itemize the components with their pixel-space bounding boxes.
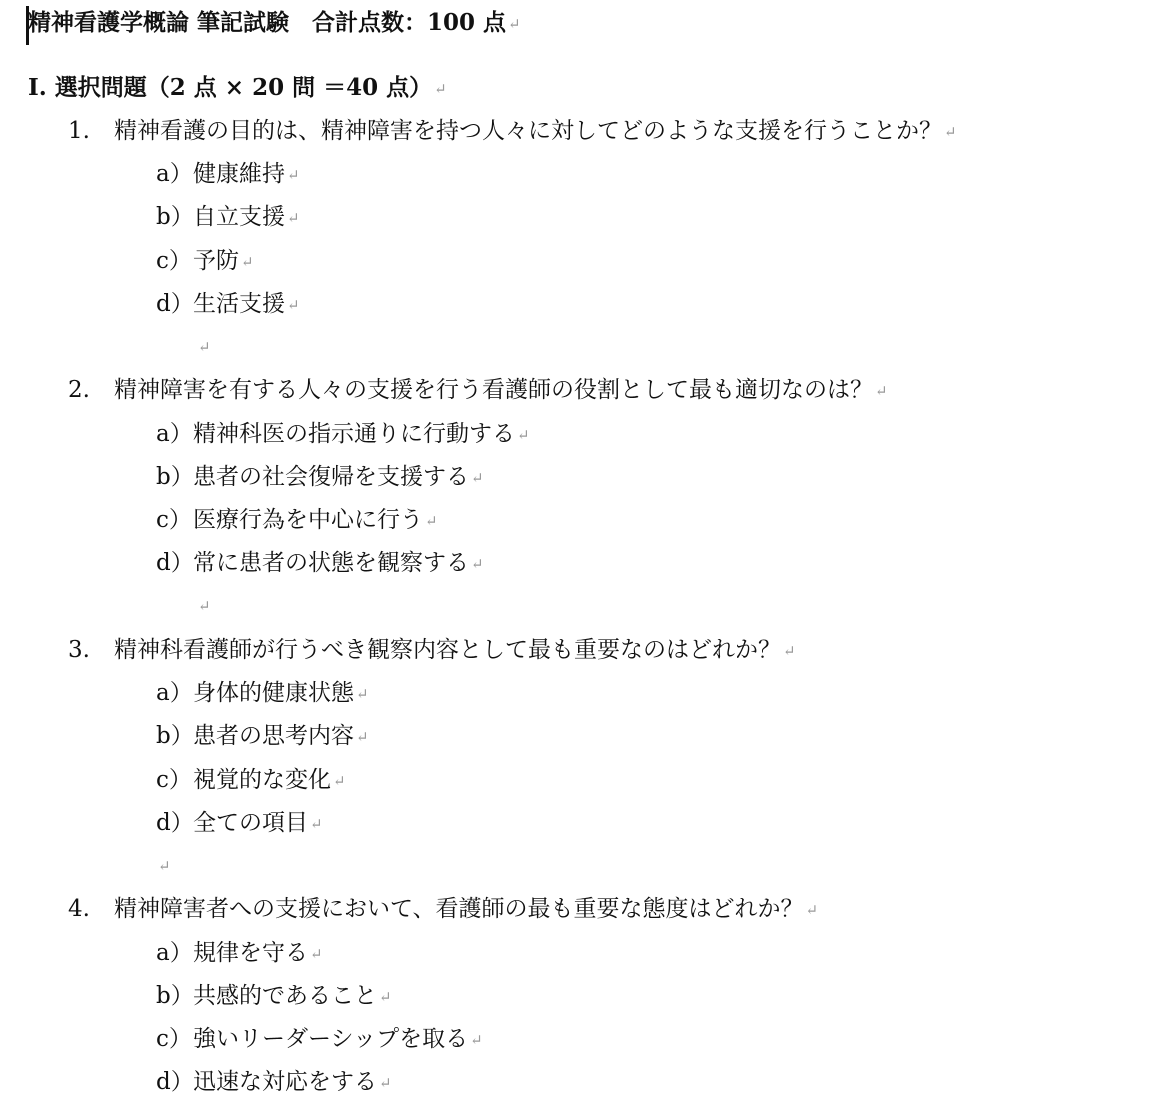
paragraph-mark: ↵ <box>379 988 392 1006</box>
option-4c[interactable] <box>156 1024 483 1054</box>
option-1a[interactable] <box>156 159 300 189</box>
exam-title-text: 精神看護学概論 筆記試験 合計点数：100 点 <box>28 9 507 36</box>
question-number: 2. <box>68 377 90 403</box>
paragraph-mark: ↵ <box>310 815 323 833</box>
paragraph-mark: ↵ <box>471 469 484 487</box>
section-heading[interactable] <box>28 73 447 103</box>
paragraph-mark: ↵ <box>379 1074 392 1092</box>
question-text: 精神障害を有する人々の支援を行う看護師の役割として最も適切なのは？ <box>114 377 873 403</box>
option-3b[interactable] <box>156 721 369 751</box>
section-heading-text: I. 選択問題（2 点 × 20 問 ＝40 点） <box>28 74 433 101</box>
option-text: 強いリーダーシップを取る <box>193 1026 469 1052</box>
question-number: 3. <box>68 637 90 663</box>
empty-paragraph[interactable] <box>196 596 211 617</box>
paragraph-mark: ↵ <box>356 728 369 746</box>
exam-title[interactable] <box>28 8 521 38</box>
paragraph-mark: ↵ <box>508 15 521 33</box>
option-label: d） <box>156 550 194 576</box>
option-2d[interactable] <box>156 548 484 578</box>
question-3[interactable] <box>68 635 796 665</box>
empty-paragraph[interactable] <box>196 337 211 358</box>
question-text: 精神看護の目的は、精神障害を持つ人々に対してどのような支援を行うことか？ <box>114 118 942 144</box>
question-4[interactable] <box>68 894 818 924</box>
paragraph-mark: ↵ <box>287 166 300 184</box>
option-2c[interactable] <box>156 505 438 535</box>
option-3c[interactable] <box>156 765 346 795</box>
option-4d[interactable] <box>156 1067 392 1097</box>
option-label: a） <box>156 680 193 706</box>
option-label: c） <box>156 1026 192 1052</box>
paragraph-mark: ↵ <box>198 338 211 356</box>
paragraph-mark: ↵ <box>287 209 300 227</box>
question-2[interactable] <box>68 375 888 405</box>
question-number: 4. <box>68 896 90 922</box>
option-text: 健康維持 <box>193 161 285 187</box>
option-text: 共感的であること <box>193 983 377 1009</box>
paragraph-mark: ↵ <box>944 123 957 141</box>
paragraph-mark: ↵ <box>470 1031 483 1049</box>
option-text: 身体的健康状態 <box>193 680 354 706</box>
option-text: 常に患者の状態を観察する <box>193 550 469 576</box>
paragraph-mark: ↵ <box>875 382 888 400</box>
paragraph-mark: ↵ <box>310 945 323 963</box>
paragraph-mark: ↵ <box>517 426 530 444</box>
option-label: a） <box>156 940 193 966</box>
paragraph-mark: ↵ <box>241 253 254 271</box>
option-label: c） <box>156 507 192 533</box>
option-label: a） <box>156 161 193 187</box>
paragraph-mark: ↵ <box>783 642 796 660</box>
option-text: 医療行為を中心に行う <box>193 507 423 533</box>
paragraph-mark: ↵ <box>287 296 300 314</box>
option-text: 患者の思考内容 <box>193 723 354 749</box>
option-text: 迅速な対応をする <box>193 1069 377 1095</box>
paragraph-mark: ↵ <box>425 512 438 530</box>
option-text: 全ての項目 <box>193 810 308 836</box>
option-label: c） <box>156 248 192 274</box>
option-4b[interactable] <box>156 981 392 1011</box>
option-label: d） <box>156 810 194 836</box>
option-text: 視覚的な変化 <box>193 767 331 793</box>
option-label: b） <box>156 723 194 749</box>
option-label: b） <box>156 204 194 230</box>
option-3d[interactable] <box>156 808 323 838</box>
option-text: 生活支援 <box>193 291 285 317</box>
empty-paragraph[interactable] <box>156 856 171 877</box>
option-4a[interactable] <box>156 938 323 968</box>
option-1d[interactable] <box>156 289 300 319</box>
option-label: b） <box>156 464 194 490</box>
paragraph-mark: ↵ <box>805 901 819 919</box>
option-2b[interactable] <box>156 462 484 492</box>
option-text: 予防 <box>193 248 239 274</box>
option-1b[interactable] <box>156 202 300 232</box>
option-1c[interactable] <box>156 246 254 276</box>
option-label: c） <box>156 767 192 793</box>
question-text: 精神障害者への支援において、看護師の最も重要な態度はどれか？ <box>114 896 804 922</box>
option-label: d） <box>156 1069 194 1095</box>
option-label: a） <box>156 421 193 447</box>
option-3a[interactable] <box>156 678 369 708</box>
option-text: 精神科医の指示通りに行動する <box>193 421 515 447</box>
paragraph-mark: ↵ <box>333 772 346 790</box>
paragraph-mark: ↵ <box>356 685 369 703</box>
paragraph-mark: ↵ <box>434 80 447 98</box>
paragraph-mark: ↵ <box>198 597 211 615</box>
option-label: b） <box>156 983 194 1009</box>
option-label: d） <box>156 291 194 317</box>
option-text: 規律を守る <box>193 940 308 966</box>
option-text: 自立支援 <box>193 204 285 230</box>
option-2a[interactable] <box>156 419 530 449</box>
question-number: 1. <box>68 118 90 144</box>
paragraph-mark: ↵ <box>158 857 171 875</box>
question-1[interactable] <box>68 116 957 146</box>
paragraph-mark: ↵ <box>471 555 484 573</box>
question-text: 精神科看護師が行うべき観察内容として最も重要なのはどれか？ <box>114 637 781 663</box>
option-text: 患者の社会復帰を支援する <box>193 464 469 490</box>
